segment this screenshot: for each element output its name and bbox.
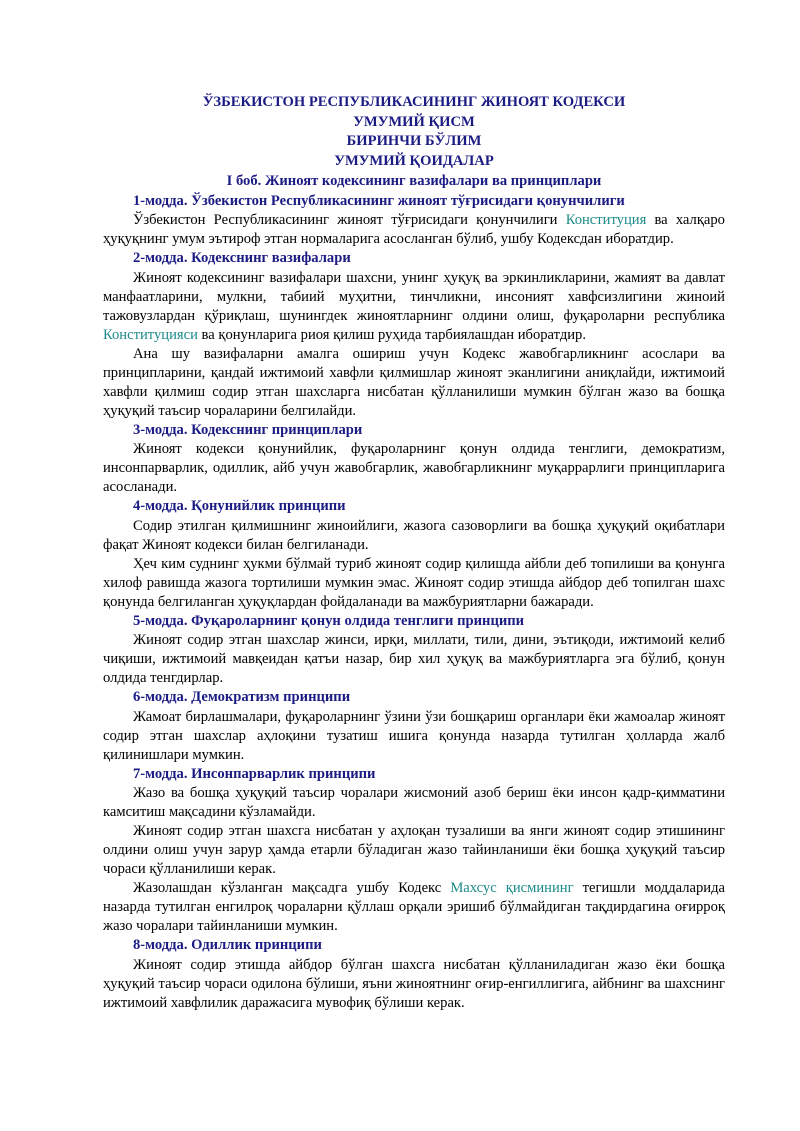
article-paragraph bbox=[103, 517, 725, 555]
paragraph-text: Ана шу вазифаларни амалга ошириш учун Кодекс жавобгарликнинг асослари ва принципларини, қандай ижтимоий хавфли қилмишлар жиноят эканлигини аниқлайди, ижтимоий хавфли қилмиш содир этган шахсларга нисбатан қўлланилиши мумкин бўлган жазо ва бошқа ҳуқуқий таъсир чораларини белгилайди. bbox=[103, 345, 725, 419]
paragraph-text: Жиноят кодексининг вазифалари шахсни, унинг ҳуқуқ ва эркинликларини, жамият ва давлат манфаатларини, мулкни, табиий муҳитни, тинчликни, инсоният хавфсизлигини жиноий тажовузлардан қўриқлаш, шунингдек жиноятларнинг олдини олиш, фуқароларни республика bbox=[103, 269, 725, 324]
article-paragraph bbox=[103, 269, 725, 345]
article-paragraph bbox=[103, 345, 725, 421]
reference-link[interactable]: Конституция bbox=[565, 212, 647, 228]
paragraph-text: тегишли моддаларида назарда тутилган енгилроқ чораларни қўллаш орқали эришиб бўлмайдиган тақдирдагина оғирроқ жазо чоралари тайинланиши мумкин. bbox=[103, 880, 725, 934]
article-paragraph bbox=[103, 784, 725, 822]
article-heading: 6-модда. Демократизм принципи bbox=[133, 689, 351, 705]
paragraph-text: ва халқаро ҳуқуқнинг умум эътироф этган нормаларига асосланган бўлиб, ушбу Кодексдан иборатдир. bbox=[103, 212, 725, 247]
title-line: БИРИНЧИ БЎЛИМ bbox=[346, 133, 482, 149]
article-heading: 2-модда. Кодекснинг вазифалари bbox=[133, 250, 351, 266]
article-paragraph bbox=[103, 822, 725, 879]
paragraph-text: Жиноят содир этган шахсга нисбатан у аҳлоқан тузалиши ва янги жиноят содир этишининг олдини олиш учун зарур ҳамда етарли бўладиган жазо тайинланиши ёки бошқа ҳуқуқий таъсир чораси қўлланилиши керак. bbox=[103, 823, 725, 877]
article-paragraph bbox=[103, 631, 725, 688]
article-heading: 7-модда. Инсонпарварлик принципи bbox=[133, 765, 376, 782]
article-paragraph bbox=[103, 956, 725, 1013]
paragraph-text: Жазолашдан кўзланган мақсадга ушбу Кодекс bbox=[133, 880, 451, 896]
paragraph-text: ва қонунларига риоя қилиш руҳида тарбиялашдан иборатдир. bbox=[197, 326, 586, 343]
article-paragraph bbox=[103, 211, 725, 249]
title-line: УМУМИЙ ҚИСМ bbox=[353, 113, 475, 130]
articles-list bbox=[103, 192, 725, 1013]
document-title bbox=[103, 93, 725, 171]
paragraph-text: Ҳеч ким суднинг ҳукми бўлмай туриб жиноят содир қилишда айбли деб топилиши ва қонунга хилоф равишда жазога тортилиши мумкин эмас. Жиноят содир этишда айбдор деб топилган шахс қонунда белгиланган ҳуқуқлардан фойдаланади ва мажбуриятларни бажаради. bbox=[103, 555, 725, 610]
paragraph-text: Жиноят содир этишда айбдор бўлган шахсга нисбатан қўлланиладиган жазо ёки бошқа ҳуқуқий таъсир чораси одилона бўлиши, яъни жиноятнинг оғир-енгиллигига, айбнинг ва шахснинг ижтимоий хавфлилик даражасига мувофиқ бўлиши керак. bbox=[103, 956, 725, 1011]
paragraph-text: Ўзбекистон Республикасининг жиноят тўғрисидаги қонунчилиги bbox=[133, 212, 566, 228]
article-paragraph bbox=[103, 708, 725, 765]
article-heading: 8-модда. Одиллик принципи bbox=[133, 937, 322, 953]
chapter-heading: I боб. Жиноят кодексининг вазифалари ва принциплари bbox=[226, 173, 602, 189]
article-heading: 5-модда. Фуқароларнинг қонун олдида тенглиги принципи bbox=[133, 612, 525, 629]
article-heading: 1-модда. Ўзбекистон Республикасининг жиноят тўғрисидаги қонунчилиги bbox=[133, 192, 625, 209]
paragraph-text: Жамоат бирлашмалари, фуқароларнинг ўзини ўзи бошқариш органлари ёки жамоалар жиноят содир этган шахслар аҳлоқини тузатиш ишига қонунда назарда тутилган ҳолларда жалб қилинишлари мумкин. bbox=[103, 708, 725, 763]
article-paragraph bbox=[103, 879, 725, 936]
paragraph-text: Жазо ва бошқа ҳуқуқий таъсир чоралари жисмоний азоб бериш ёки инсон қадр-қимматини камситиш мақсадини кўзламайди. bbox=[103, 785, 725, 820]
article-heading: 3-модда. Кодекснинг принциплари bbox=[133, 421, 363, 438]
reference-link[interactable]: Конституцияси bbox=[103, 326, 198, 343]
title-line: УМУМИЙ ҚОИДАЛАР bbox=[334, 152, 494, 169]
article-paragraph bbox=[103, 555, 725, 612]
paragraph-text: Содир этилган қилмишнинг жиноийлиги, жазога сазоворлиги ва бошқа ҳуқуқий оқибатлари фақат Жиноят кодекси билан белгиланади. bbox=[103, 517, 725, 553]
paragraph-text: Жиноят кодекси қонунийлик, фуқароларнинг қонун олдида тенглиги, демократизм, инсонпарварлик, одиллик, айб учун жавобгарлик, жавобгарликнинг муқаррарлиги принципларига асосланади. bbox=[103, 441, 725, 495]
paragraph-text: Жиноят содир этган шахслар жинси, ирқи, миллати, тили, дини, эътиқоди, ижтимоий келиб чиқиши, ижтимоий мавқеидан қатъи назар, бир хил ҳуқуқ ва мажбуриятларга эга бўлиб, қонун олдида тенгдирлар. bbox=[103, 632, 725, 686]
title-line: ЎЗБЕКИСТОН РЕСПУБЛИКАСИНИНГ ЖИНОЯТ КОДЕКСИ bbox=[202, 94, 626, 110]
reference-link[interactable]: Махсус қисмининг bbox=[450, 880, 574, 896]
article-paragraph bbox=[103, 440, 725, 497]
article-heading: 4-модда. Қонунийлик принципи bbox=[133, 498, 346, 514]
document-page bbox=[103, 93, 725, 1013]
